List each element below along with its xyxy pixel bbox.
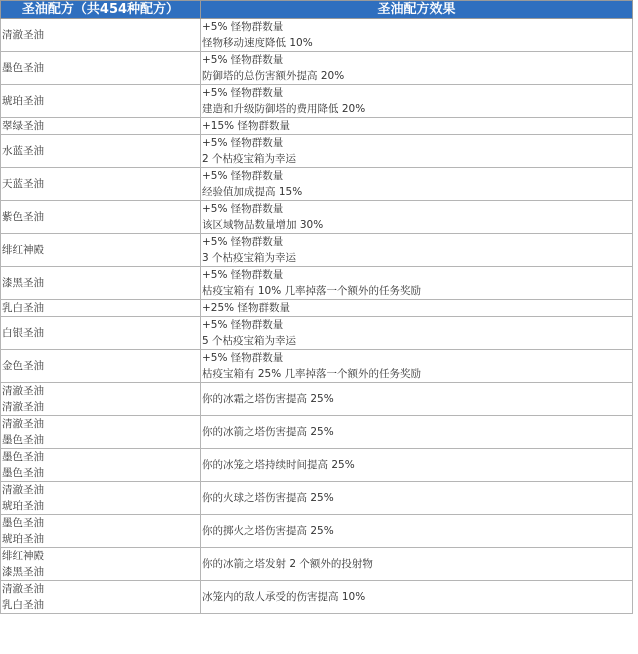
oil-name: 墨色圣油 — [2, 467, 44, 479]
oil-name-cell — [1, 416, 201, 449]
oil-effect-line: 你的冰箭之塔发射 2 个额外的投射物 — [202, 558, 373, 570]
oil-effect-line: +5% 怪物群数量 — [202, 352, 284, 364]
oil-effect-line: 枯疫宝箱有 25% 几率掉落一个额外的任务奖励 — [202, 368, 422, 380]
oil-effect-cell — [201, 85, 633, 118]
oil-effect-line: +5% 怪物群数量 — [202, 21, 284, 33]
oil-name: 漆黑圣油 — [2, 277, 44, 289]
header-oil-recipes: 圣油配方（共454种配方） — [1, 1, 201, 19]
oil-name-cell — [1, 234, 201, 267]
table-row — [1, 317, 633, 350]
oil-name: 漆黑圣油 — [2, 566, 44, 578]
oil-name: 墨色圣油 — [2, 451, 44, 463]
oil-effect-line: 你的冰笼之塔持续时间提高 25% — [202, 459, 355, 471]
oil-effect-line: +15% 怪物群数量 — [202, 120, 290, 132]
oil-name: 紫色圣油 — [2, 211, 44, 223]
oil-effect-line: +5% 怪物群数量 — [202, 87, 284, 99]
oil-effect-cell — [201, 300, 633, 317]
oil-name: 乳白圣油 — [2, 599, 44, 611]
oil-name-cell — [1, 201, 201, 234]
table-row — [1, 350, 633, 383]
oil-name: 水蓝圣油 — [2, 145, 44, 157]
oil-name: 琥珀圣油 — [2, 95, 44, 107]
oil-effect-cell — [201, 52, 633, 85]
oil-effect-line: +5% 怪物群数量 — [202, 54, 284, 66]
table-row — [1, 168, 633, 201]
oil-name-cell — [1, 350, 201, 383]
table-row — [1, 581, 633, 614]
oil-effect-cell — [201, 548, 633, 581]
oil-effect-cell — [201, 449, 633, 482]
oil-effect-line: 3 个枯疫宝箱为幸运 — [202, 252, 297, 264]
oil-name: 墨色圣油 — [2, 62, 44, 74]
oil-name-cell — [1, 449, 201, 482]
oil-name: 清澈圣油 — [2, 583, 44, 595]
header-oil-effects: 圣油配方效果 — [201, 1, 633, 19]
table-row — [1, 135, 633, 168]
table-row — [1, 383, 633, 416]
oil-name-cell — [1, 581, 201, 614]
oil-effect-line: 经验值加成提高 15% — [202, 186, 303, 198]
oil-name-cell — [1, 267, 201, 300]
table-header-row — [1, 1, 633, 19]
table-row — [1, 548, 633, 581]
oil-effect-line: +5% 怪物群数量 — [202, 319, 284, 331]
oil-name: 清澈圣油 — [2, 385, 44, 397]
oil-name: 天蓝圣油 — [2, 178, 44, 190]
oil-name-cell — [1, 19, 201, 52]
oil-effect-cell — [201, 234, 633, 267]
oil-effect-line: 你的掷火之塔伤害提高 25% — [202, 525, 334, 537]
oil-name: 墨色圣油 — [2, 517, 44, 529]
table-row — [1, 19, 633, 52]
oil-name-cell — [1, 52, 201, 85]
oil-effect-line: 你的冰霜之塔伤害提高 25% — [202, 393, 334, 405]
oil-effect-line: 冰笼内的敌人承受的伤害提高 10% — [202, 591, 366, 603]
oil-effect-cell — [201, 383, 633, 416]
table-row — [1, 52, 633, 85]
oil-effect-line: 怪物移动速度降低 10% — [202, 37, 313, 49]
oil-name-cell — [1, 383, 201, 416]
oil-effect-line: +5% 怪物群数量 — [202, 203, 284, 215]
table-row — [1, 234, 633, 267]
table-row — [1, 416, 633, 449]
oil-name: 清澈圣油 — [2, 401, 44, 413]
table-row — [1, 515, 633, 548]
oil-effect-line: +5% 怪物群数量 — [202, 236, 284, 248]
oil-effect-cell — [201, 135, 633, 168]
oil-name: 清澈圣油 — [2, 484, 44, 496]
table-row — [1, 449, 633, 482]
oil-name: 白银圣油 — [2, 327, 44, 339]
table-row — [1, 201, 633, 234]
oil-effect-line: 建造和升级防御塔的费用降低 20% — [202, 103, 366, 115]
oil-effect-line: 该区域物品数量增加 30% — [202, 219, 324, 231]
oil-effect-cell — [201, 317, 633, 350]
table-row — [1, 482, 633, 515]
oil-name-cell — [1, 135, 201, 168]
oil-effect-line: +5% 怪物群数量 — [202, 269, 284, 281]
oil-effect-cell — [201, 118, 633, 135]
oil-name: 乳白圣油 — [2, 302, 44, 314]
oil-effect-cell — [201, 201, 633, 234]
oil-effect-line: +5% 怪物群数量 — [202, 137, 284, 149]
oil-effect-line: 你的冰箭之塔伤害提高 25% — [202, 426, 334, 438]
table-row — [1, 85, 633, 118]
oil-effect-line: 枯疫宝箱有 10% 几率掉落一个额外的任务奖励 — [202, 285, 422, 297]
oil-name-cell — [1, 317, 201, 350]
oil-name-cell — [1, 515, 201, 548]
oil-effect-line: 防御塔的总伤害额外提高 20% — [202, 70, 345, 82]
oil-effect-cell — [201, 267, 633, 300]
oil-effect-line: 你的火球之塔伤害提高 25% — [202, 492, 334, 504]
oil-effect-cell — [201, 515, 633, 548]
table-row — [1, 267, 633, 300]
oil-name: 琥珀圣油 — [2, 533, 44, 545]
oil-effect-line: +5% 怪物群数量 — [202, 170, 284, 182]
oil-name-cell — [1, 482, 201, 515]
oil-name: 墨色圣油 — [2, 434, 44, 446]
oil-name: 绯红神殿 — [2, 550, 44, 562]
table-body — [1, 19, 633, 614]
oil-effect-cell — [201, 19, 633, 52]
oil-effect-line: 5 个枯疫宝箱为幸运 — [202, 335, 297, 347]
oil-effect-line: 2 个枯疫宝箱为幸运 — [202, 153, 297, 165]
oil-name-cell — [1, 548, 201, 581]
table-row — [1, 300, 633, 317]
oil-effect-cell — [201, 482, 633, 515]
oil-effect-cell — [201, 168, 633, 201]
oil-name: 金色圣油 — [2, 360, 44, 372]
oil-effect-cell — [201, 350, 633, 383]
oil-name: 绯红神殿 — [2, 244, 44, 256]
oil-effect-cell — [201, 581, 633, 614]
table-row — [1, 118, 633, 135]
oil-name-cell — [1, 85, 201, 118]
oil-name-cell — [1, 300, 201, 317]
oil-name-cell — [1, 118, 201, 135]
oil-effect-cell — [201, 416, 633, 449]
oil-name: 清澈圣油 — [2, 418, 44, 430]
oil-name-cell — [1, 168, 201, 201]
oil-name: 琥珀圣油 — [2, 500, 44, 512]
oil-name: 翠绿圣油 — [2, 120, 44, 132]
oil-effect-line: +25% 怪物群数量 — [202, 302, 290, 314]
oil-name: 清澈圣油 — [2, 29, 44, 41]
